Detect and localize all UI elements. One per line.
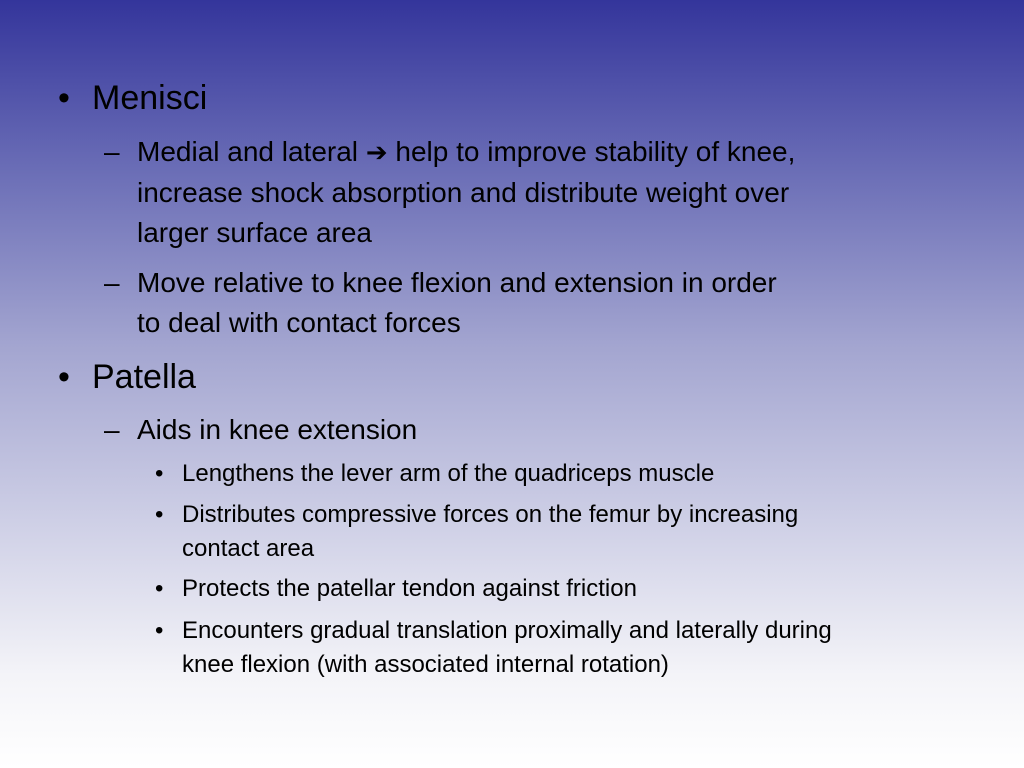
patella-sub-3-text (182, 572, 972, 606)
menisci-point-2-line-2: to deal with contact forces (137, 307, 461, 338)
heading-patella: Patella (92, 358, 196, 396)
patella-sub-4-line-2: knee flexion (with associated internal rotation) (182, 651, 669, 678)
patella-sub-3-line: Protects the patellar tendon against friction (182, 575, 637, 602)
bullet-dot: • (58, 358, 70, 396)
menisci-point-2-line-1: Move relative to knee flexion and extension in order (137, 267, 777, 298)
bullet-dash: – (104, 267, 120, 298)
patella-sub-1-line: Lengthens the lever arm of the quadriceps muscle (182, 460, 715, 487)
menisci-point-1-line-3: larger surface area (137, 217, 373, 248)
patella-sub-2-text (182, 498, 972, 566)
bullet-dash: – (104, 136, 120, 167)
menisci-point-1-text (137, 132, 957, 253)
menisci-point-2-text (137, 263, 957, 343)
patella-sub-2-line-1: Distributes compressive forces on the femur by increasing (182, 501, 799, 528)
patella-sub-4-text (182, 614, 972, 682)
bullet-dot: • (58, 79, 70, 117)
bullet-dash: – (104, 414, 120, 445)
patella-point-1-line: Aids in knee extension (137, 414, 418, 445)
bullet-dot-small: • (155, 501, 164, 528)
menisci-point-1-line-1-after: help to improve stability of knee, (387, 136, 796, 167)
arrow-right-icon: ➔ (365, 138, 388, 168)
patella-sub-2-line-2: contact area (182, 535, 315, 562)
menisci-point-1-line-2: increase shock absorption and distribute weight over (137, 177, 790, 208)
menisci-point-1-line-1 (137, 132, 957, 173)
patella-sub-1-text (182, 457, 972, 491)
bullet-dot-small: • (155, 460, 164, 487)
bullet-dot-small: • (155, 575, 164, 602)
bullet-dot-small: • (155, 617, 164, 644)
menisci-point-1-line-1-before: Medial and lateral (137, 136, 366, 167)
heading-menisci: Menisci (92, 79, 208, 117)
patella-sub-4-line-1: Encounters gradual translation proximally and laterally during (182, 617, 832, 644)
patella-point-1-text (137, 410, 957, 450)
